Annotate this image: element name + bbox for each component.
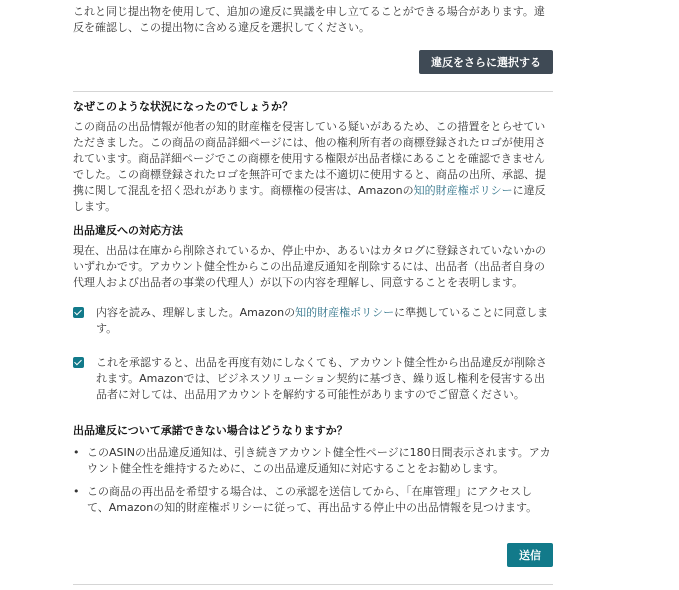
agree-policy-checkbox[interactable] [73,307,84,318]
list-item [73,484,553,516]
why-body-tail: に違反します。 [73,184,546,213]
bullet: • [73,485,80,498]
select-more-violations-button[interactable]: 違反をさらに選択する [419,50,553,74]
ip-policy-link-2[interactable]: 知的財産権ポリシー [295,306,395,319]
divider [73,91,553,92]
acknowledge-checkbox[interactable] [73,357,84,368]
why-heading: なぜこのような状況になったのでしょうか？ [73,100,293,113]
acknowledge-row [73,355,553,403]
agree-policy-row [73,305,553,337]
list-item-text: この商品の再出品を希望する場合は、この承認を送信してから、「在庫管理」にアクセスして、Amazonの知的財産権ポリシーに従って、再出品する停止中の出品情報を見つけます。 [87,485,538,514]
agree-policy-label [96,305,553,337]
resolve-heading: 出品違反への対応方法 [73,224,183,237]
bullet: • [73,446,80,459]
why-body-text: この商品の出品情報が他者の知的財産権を侵害している疑いがあるため、この措置をとらせていただきました。この商品の商品詳細ページには、他の権利所有者の商標登録されたロゴが使用されています。商品詳細ページでこの商標を使用する権限が出品者様にあることを確認できませんでした。この商標登録されたロゴを無許可でまたは不適切に使用すると、商品の出所、承認、提携に関して混乱を招く恐れがあります。商標権の侵害は、Amazonの [73,120,546,197]
cannot-heading: 出品違反について承諾できない場合はどうなりますか？ [73,424,348,437]
submit-button[interactable]: 送信 [507,543,553,567]
list-item [73,445,553,477]
why-body [73,119,553,215]
list-item-text: このASINの出品違反通知は、引き続きアカウント健全性ページに180日間表示されます。アカウント健全性を維持するために、この出品違反通知に対応することをお勧めします。 [87,446,551,475]
agree-policy-text: 内容を読み、理解しました。Amazonの [96,306,296,319]
resolve-body: 現在、出品は在庫から削除されているか、停止中か、あるいはカタログに登録されていないかのいずれかです。アカウント健全性からこの出品違反通知を削除するには、出品者（出品者自身の代理人および出品者の事業の代理人）が以下の内容を理解し、同意することを表明します。 [73,244,546,289]
agree-policy-tail: に準拠していることに同意します。 [96,306,549,335]
ip-policy-link[interactable]: 知的財産権ポリシー [413,184,513,197]
acknowledge-label: これを承認すると、出品を再度有効にしなくても、アカウント健全性から出品違反が削除されます。Amazonでは、ビジネスソリューション契約に基づき、繰り返し権利を侵害する出品者に対しては、出品用アカウントを解約する可能性がありますのでご留意ください。 [96,356,547,401]
intro-text: これと同じ提出物を使用して、追加の違反に異議を申し立てることができる場合があります。違反を確認し、この提出物に含める違反を選択してください。 [73,5,545,34]
cannot-list [73,445,553,523]
bottom-divider [73,584,553,585]
